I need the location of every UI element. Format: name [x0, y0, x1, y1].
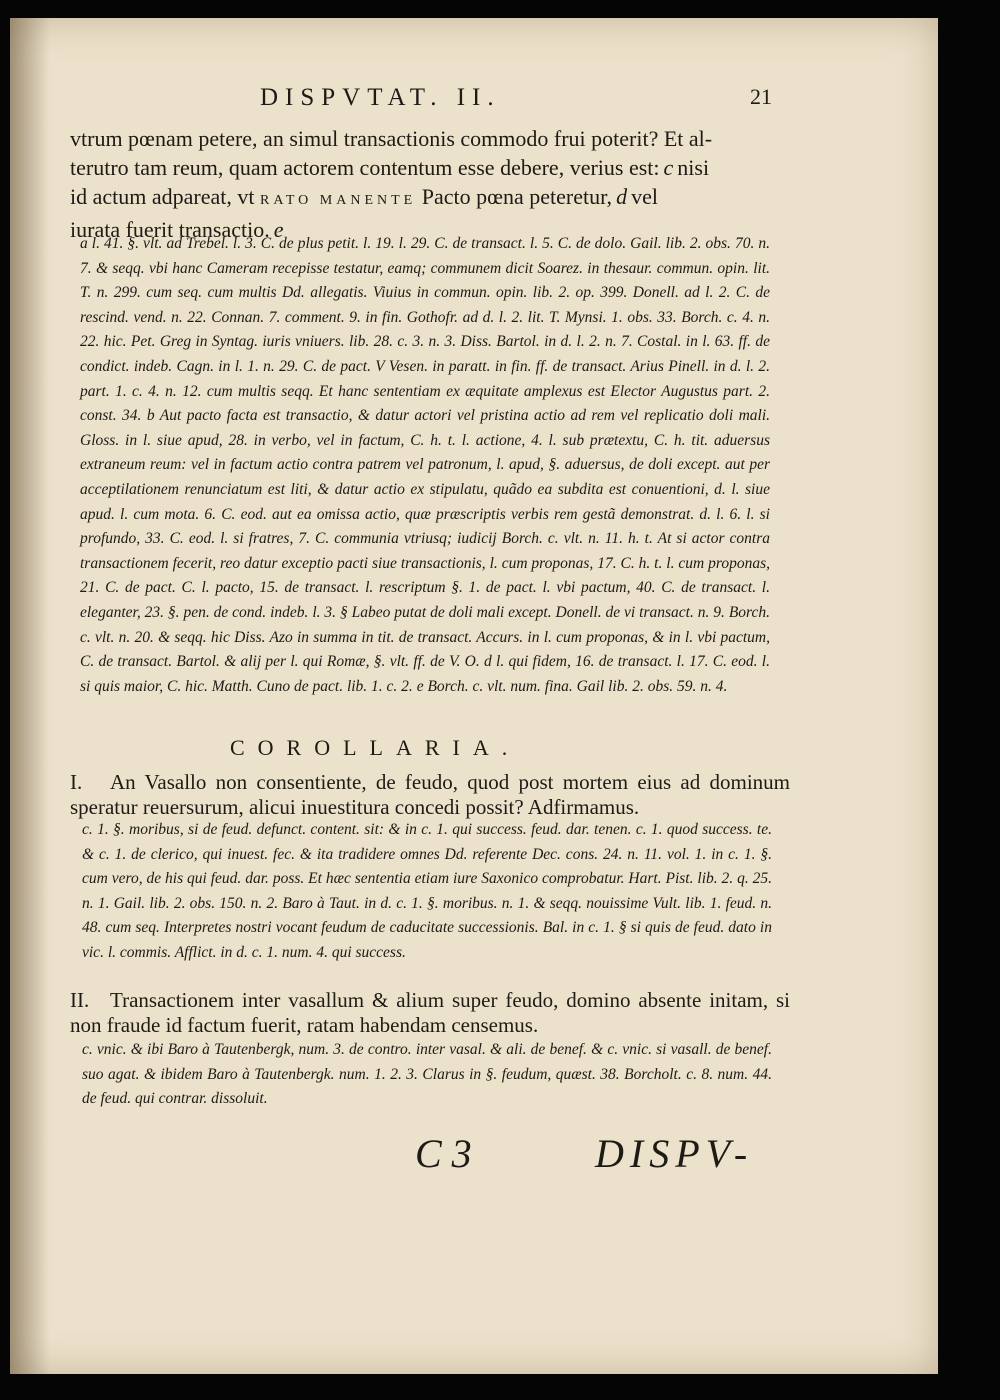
corollary-2-number: II. — [70, 988, 90, 1012]
main-line — [70, 124, 790, 153]
page-gutter-shadow — [10, 18, 50, 1374]
main-line — [70, 153, 790, 182]
main-line-4: iurata fuerit transactio. — [70, 217, 270, 242]
footnote-e: e Borch. c. vlt. num. fina. Gail lib. 2. obs. 59. n. 4. — [416, 677, 728, 695]
main-line-3-head: id actum adpareat, vt — [70, 184, 255, 209]
catchword: DISPV- — [595, 1131, 754, 1176]
footnote-a: a l. 41. §. vlt. ad Trebel. l. 3. C. de plus petit. l. 19. l. 29. C. de transact. l. 5. C. de dolo. Gail. lib. 2. obs. 70. n. 7. & seqq. vbi hanc Cameram recepisse testatur, eamq; communem dicit Soarez. in thesaur. commun. opin. lit. T. n. 299. cum seq. cum multis Dd. allegatis. Viuius in commun. opin. lib. 2. op. 399. Donell. ad l. 2. C. de rescind. vend. n. 22. Connan. 7. comment. 9. in fin. Gothofr. ad d. l. 2. lit. T. Mynsi. 1. obs. 33. Borch. c. 4. n. 22. hic. Pet. Greg in Syntag. iuris vniuers. lib. 28. c. 3. n. 3. Diss. Bartol. in d. l. 2. n. 7. Costal. in l. 63. ff. de condict. indeb. Cagn. in l. 1. n. 29. C. de pact. V Vesen. in paratt. in fin. ff. de transact. Arius Pinell. in d. l. 2. part. 1. c. 4. n. 12. cum multis seqq. Et hanc sententiam ex æquitate amplexus est Elector Augustus part. 2. const. 34. — [80, 235, 770, 425]
main-line-3-tail: vel — [631, 184, 658, 209]
main-line-1: vtrum pœnam petere, an simul transactionis commodo frui poterit? Et al- — [70, 126, 713, 151]
corollary-1-number: I. — [70, 770, 83, 794]
footnote-marker-d: d — [616, 184, 628, 209]
main-line — [70, 182, 790, 215]
corollary-2-text: Transactionem inter vasallum & alium super feudo, domino absente initam, si non fraude id factum fuerit, ratam habendam censemus. — [70, 988, 790, 1037]
footnote-marker-c: c — [663, 155, 674, 180]
footnote-b: b Aut pacto facta est transactio, & datur actori vel pristina actio ad rem vel replicatio doli mali. Gloss. in l. siue apud, 28. in verbo, vel in factum, C. h. t. l. actione, 4. l. sub prætextu, C. h. tit. aduersus extraneum reum: vel in factum actio contra patrem vel patronum, l. apud, §. aduersus, de doli except. aut per acceptilationem renunciatum est liti, & datur actio ex stipulatu, quãdo ea subdita est conuentioni, d. l. siue apud. l. cum mota. 6. C. eod. aut ea omissa actio, quæ præscriptis verbis rem gestã demonstrat. d. l. 6. l. si profundo, 33. C. eod. l. si fratres, 7. C. communia vtriusq; iudicij Borch. c. vlt. n. 11. h. t. At si actor contra transactionem fecerit, reo datur exceptio pacti siue transactionis, l. cum proponas, 17. C. h. t. l. cum proponas, 21. C. de pact. C. l. pacto, 15. de transact. l. rescriptum §. 1. de pact. l. vbi pactum, 40. C. de transact. l. eleganter, 23. §. pen. de cond. indeb. l. 3. § Labeo putat de doli mali except. Donell. de vi transact. n. 9. Borch. c. vlt. n. 20. & seqq. hic Diss. Azo in summa in tit. de transact. Accurs. in l. cum proponas, & in l. vbi pactum, C. de transact. Bartol. & alij per l. qui Romæ, §. vlt. ff. de V. O. — [80, 407, 771, 671]
main-line-3-mid: Pacto pœna peteretur, — [421, 184, 613, 209]
corollaria-heading: COROLLARIA. — [230, 735, 521, 760]
corollary-1-notes: c. 1. §. moribus, si de feud. defunct. content. sit: & in c. 1. qui success. feud. dar. tenen. c. 1. quod success. te. & c. 1. de clerico, qui inuest. fec. & ita tradidere omnes Dd. referente Dec. cons. 24. n. 11. vol. 1. in c. 1. §. cum vero, de his qui feud. dar. poss. Et hæc sententia etiam iure Saxonico comprobatur. Hart. Pist. lib. 2. q. 25. n. 1. Gail. lib. 2. obs. 150. n. 2. Baro à Taut. in d. c. 1. §. moribus. n. 1. & seqq. nouissime Vult. lib. 1. feud. n. 48. cum seq. Interpretes nostri vocant feudum de caducitate successionis. Bal. in c. 1. § si quis de feud. dato in vic. l. commis. Afflict. in d. c. 1. num. 4. qui success. — [82, 821, 772, 961]
running-head — [70, 84, 790, 124]
smallcaps-phrase: RATO MANENTE — [259, 193, 417, 208]
main-line-2: terutro tam reum, quam actorem contentum esse debere, verius est: — [70, 155, 660, 180]
main-line-2-tail: nisi — [677, 155, 710, 180]
footnote-marker-e: e — [273, 217, 284, 242]
page-number: 21 — [750, 84, 772, 109]
main-text — [70, 124, 790, 244]
corollary-1-text: An Vasallo non consentiente, de feudo, quod post mortem eius ad dominum speratur reuersurum, alicui inuestitura concedi possit? Adfirmamus. — [70, 770, 790, 819]
corollary-2 — [70, 988, 790, 1038]
footnotes — [80, 232, 770, 699]
corollary-2-notes: c. vnic. & ibi Baro à Tautenbergk, num. 3. de contro. inter vasal. & ali. de benef. & c. vnic. si vasall. de benef. suo agat. & ibidem Baro à Tautenbergk. num. 1. 2. 3. Clarus in §. feudum, quæst. 38. Borcholt. c. 8. num. 44. de feud. qui contrar. dissoluit. — [82, 1041, 772, 1108]
running-title: DISPVTAT. II. — [260, 84, 501, 111]
footnote-d: d l. qui fidem, 16. de transact. l. 17. C. eod. l. si quis maior, C. hic. Matth. Cuno de pact. lib. 1. c. 2. — [80, 653, 770, 695]
corollary-1 — [70, 770, 790, 820]
signature-mark: C 3 — [415, 1131, 472, 1176]
